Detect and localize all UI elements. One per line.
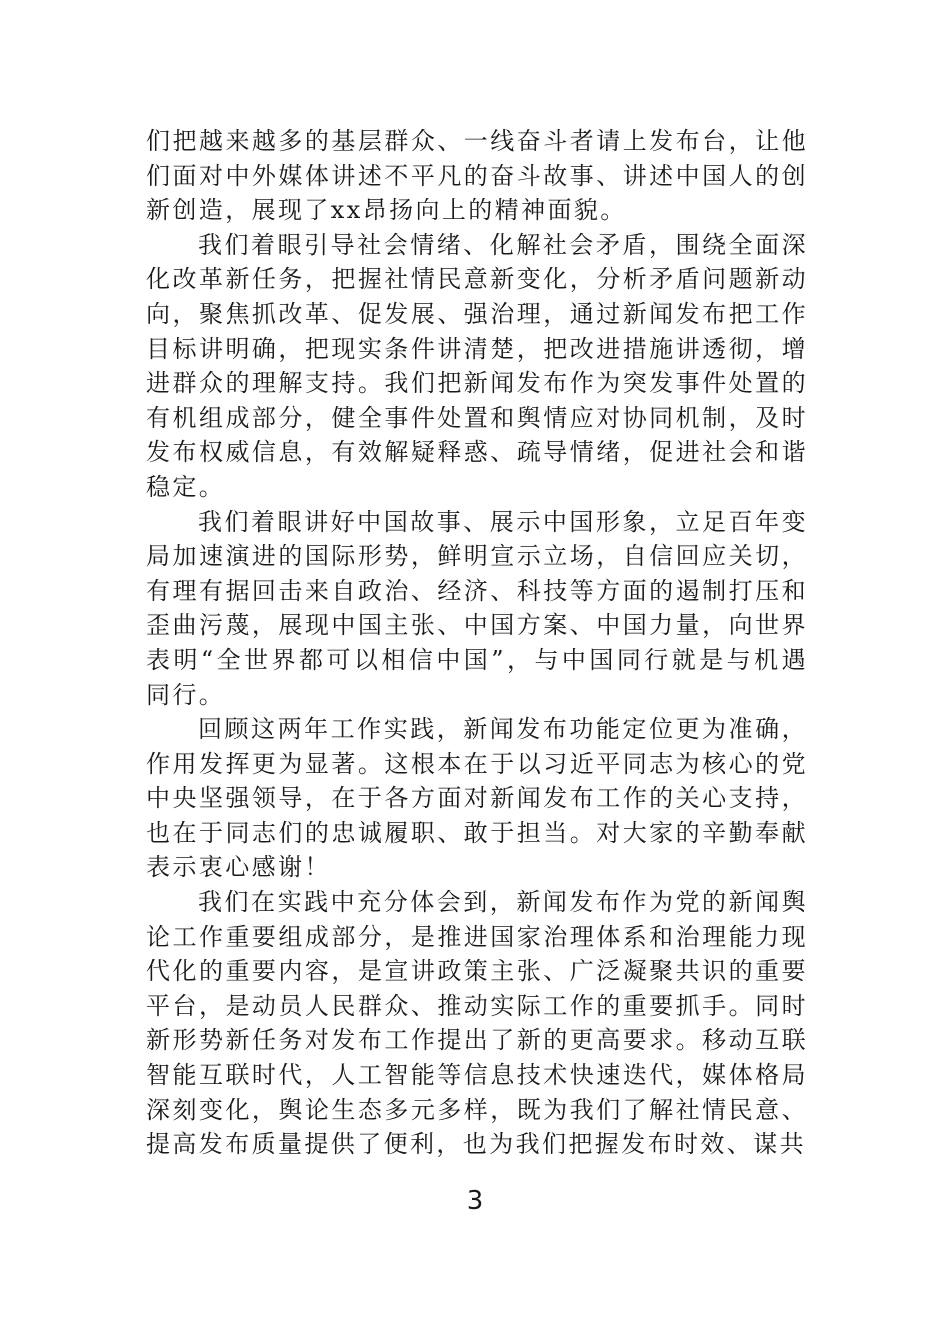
paragraph-4: 回顾这两年工作实践，新闻发布功能定位更为准确，作用发挥更为显著。这根本在于以习近平同志为核心的党中央坚强领导，在于各方面对新闻发布工作的关心支持，也在于同志们的忠诚履职、敢于担当。对大家的辛勤奉献表示衷心感谢！ (146, 715, 808, 882)
document-body (146, 124, 808, 1162)
page-number: 3 (466, 1186, 484, 1216)
paragraph-3: 我们着眼讲好中国故事、展示中国形象，立足百年变局加速演进的国际形势，鲜明宣示立场，自信回应关切，有理有据回击来自政治、经济、科技等方面的遏制打压和歪曲污蔑，展现中国主张、中国方案、中国力量，向世界表明“全世界都可以相信中国”，与中国同行就是与机遇同行。 (146, 507, 808, 709)
paragraph-2: 我们着眼引导社会情绪、化解社会矛盾，围绕全面深化改革新任务，把握社情民意新变化，分析矛盾问题新动向，聚焦抓改革、促发展、强治理，通过新闻发布把工作目标讲明确，把现实条件讲清楚，把改进措施讲透彻，增进群众的理解支持。我们把新闻发布作为突发事件处置的有机组成部分，健全事件处置和舆情应对协同机制，及时发布权威信息，有效解疑释惑、疏导情绪，促进社会和谐稳定。 (146, 230, 808, 501)
paragraph-5: 我们在实践中充分体会到，新闻发布作为党的新闻舆论工作重要组成部分，是推进国家治理体系和治理能力现代化的重要内容，是宣讲政策主张、广泛凝聚共识的重要平台，是动员人民群众、推动实际工作的重要抓手。同时新形势新任务对发布工作提出了新的更高要求。移动互联智能互联时代，人工智能等信息技术快速迭代，媒体格局深刻变化，舆论生态多元多样，既为我们了解社情民意、提高发布质量提供了便利，也为我们把握发布时效、谋共 (146, 888, 808, 1159)
paragraph-1: 们把越来越多的基层群众、一线奋斗者请上发布台，让他们面对中外媒体讲述不平凡的奋斗故事、讲述中国人的创新创造，展现了xx昂扬向上的精神面貌。 (146, 127, 808, 225)
